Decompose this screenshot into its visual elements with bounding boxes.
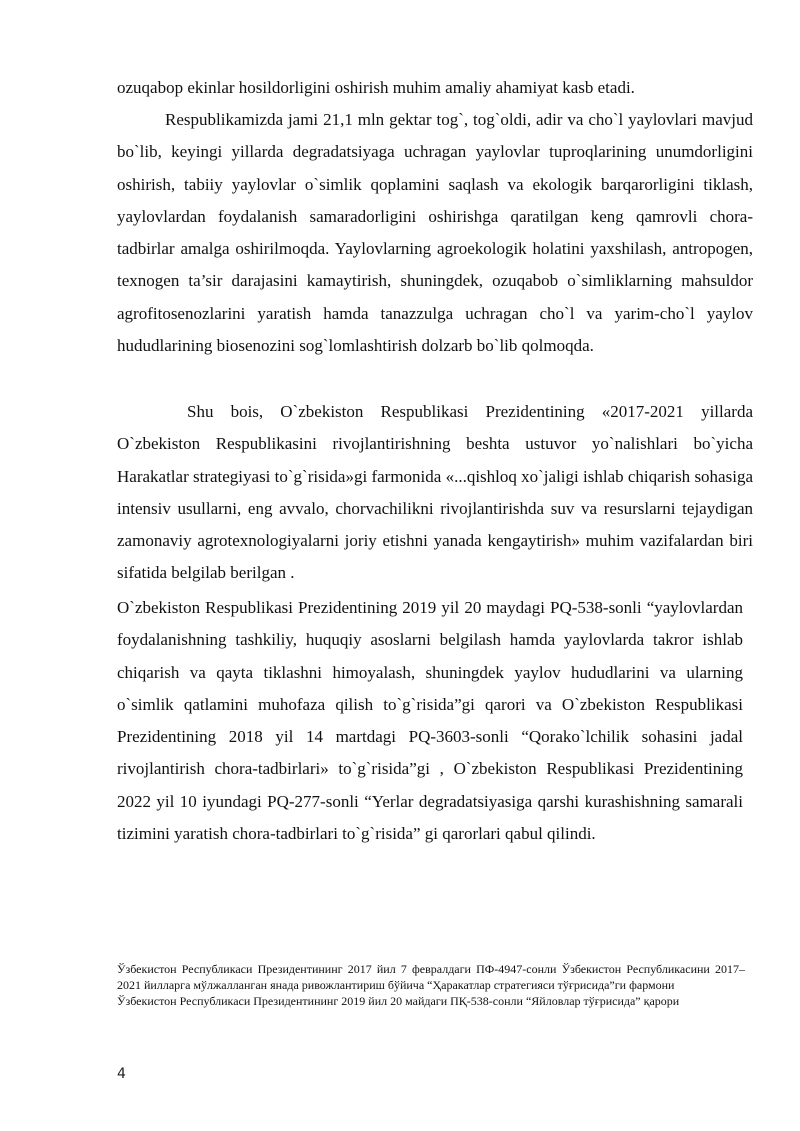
paragraph-strategy-decree: Shu bois, O`zbekiston Respublikasi Prezidentining «2017-2021 yillarda O`zbekiston Respublikasini rivojlantirishning beshta ustuvor yo`nalishlari bo`yicha Harakatlar strategiyasi to`g`risida»gi farmonida «...qishloq xo`jaligi ishlab chiqarish sohasiga intensiv usullarni, eng avvalo, chorvachilikni rivojlantirishda suv va resurslarni tejaydigan zamonaviy agrotexnologiyalarni joriy etishni yanada kengaytirish» muhim vazifalardan biri sifatida belgilab berilgan . (117, 402, 753, 583)
paragraph-intro-end: ozuqabop ekinlar hosildorligini oshirish muhim amaliy ahamiyat kasb etadi. (117, 78, 635, 97)
page-number: 4 (117, 1066, 126, 1082)
paragraph-resolutions: O`zbekiston Respublikasi Prezidentining 2019 yil 20 maydagi PQ-538-sonli “yaylovlardan foydalanishning tashkiliy, huquqiy asoslarni belgilash hamda yaylovlarda takror ishlab chiqarish va qayta tiklashni himoyalash, shuningdek yaylov hududlarini va ularning o`simlik qatlamini muhofaza qilish to`g`risida”gi qarori va O`zbekiston Respublikasi Prezidentining 2018 yil 14 martdagi PQ-3603-sonli “Qorako`lchilik sohasini jadal rivojlantirish chora-tadbirlari» to`g`risida”gi , O`zbekiston Respublikasi Prezidentining 2022 yil 10 iyundagi PQ-277-sonli “Yerlar degradatsiyasiga qarshi kurashishning samarali tizimini yaratish chora-tadbirlari to`g`risida” gi qarorlari qabul qilindi. (117, 598, 743, 844)
footnote-1: Ўзбекистон Республикаси Президентининг 2017 йил 7 февралдаги ПФ-4947-сонли Ўзбекистон Республикасини 2017–2021 йилларга мўлжалланган янада ривожлантириш бўйича “Ҳаракатлар стратегияси тўғрисида”ги фармони (117, 962, 745, 992)
footnotes (117, 962, 745, 1009)
paragraph-pastures: Respublikamizda jami 21,1 mln gektar tog`, tog`oldi, adir va cho`l yaylovlari mavjud bo`lib, keyingi yillarda degradatsiyaga uchragan yaylovlar tuproqlarining unumdorligini oshirish, tabiiy yaylovlar o`simlik qoplamini saqlash va ekologik barqarorligini tiklash, yaylovlardan foydalanish samaradorligini oshirishga qaratilgan keng qamrovli chora-tadbirlar amalga oshirilmoqda. Yaylovlarning agroekologik holatini yaxshilash, antropogen, texnogen ta’sir darajasini kamaytirish, shuningdek, ozuqabob o`simliklarning mahsuldor agrofitosenozlarini yaratish hamda tanazzulga uchragan cho`l va yarim-cho`l yaylov hududlarining biosenozini sog`lomlashtirish dolzarb bo`lib qolmoqda. (117, 110, 753, 356)
footnote-2: Ўзбекистон Республикаси Президентининг 2019 йил 20 майдаги ПҚ-538-сонли “Яйловлар тўғрисида” қарори (117, 993, 680, 1008)
